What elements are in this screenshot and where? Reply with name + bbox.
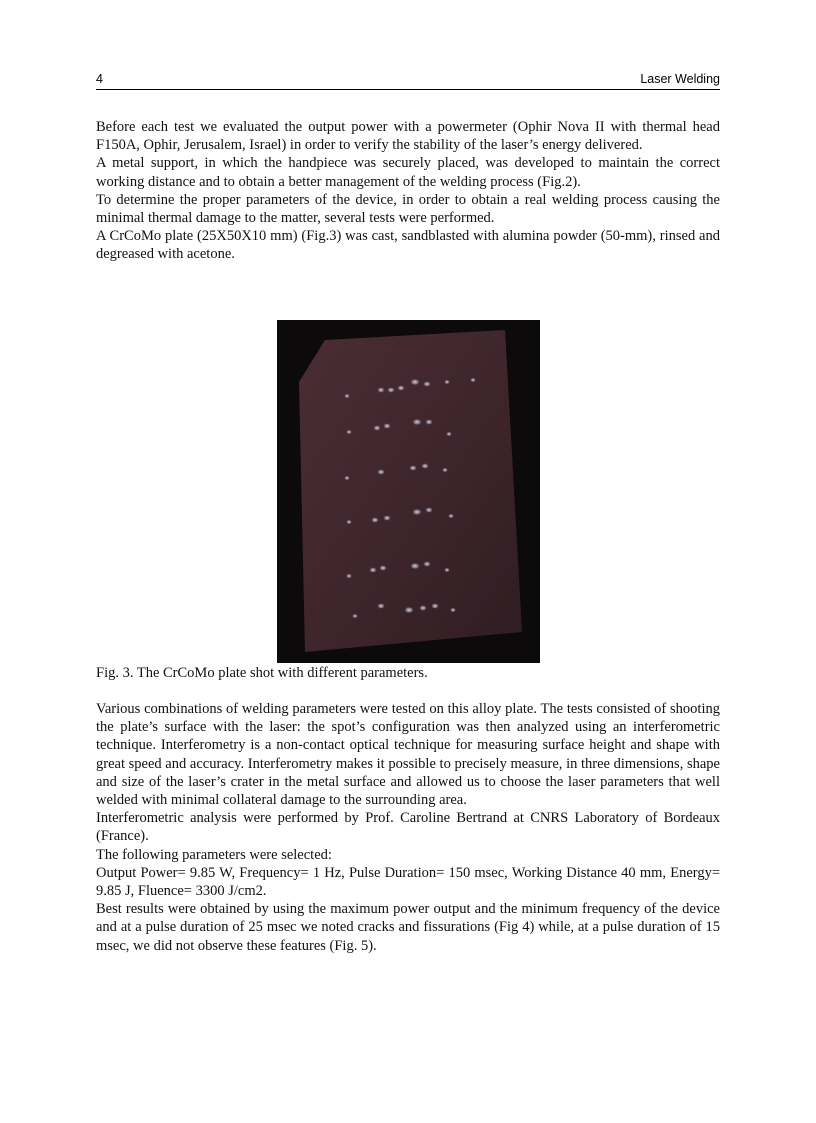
paragraph-metal-support: A metal support, in which the handpiece was securely placed, was developed to maintain the correct working distance and to obtain a better management of the welding process (Fig.2). — [96, 155, 720, 190]
paragraph-plate-preparation: A CrCoMo plate (25X50X10 mm) (Fig.3) was cast, sandblasted with alumina powder (50-mm), rinsed and degreased with acetone. — [96, 228, 720, 263]
figure-3-caption: Fig. 3. The CrCoMo plate shot with different parameters. — [96, 665, 428, 681]
figure-3-plate-photo — [277, 320, 540, 663]
running-title: Laser Welding — [640, 72, 720, 86]
paragraph-selected-parameters: Output Power= 9.85 W, Frequency= 1 Hz, Pulse Duration= 150 msec, Working Distance 40 mm, Energy= 9.85 J, Fluence= 3300 J/cm2. — [96, 864, 720, 900]
crcomo-plate — [299, 330, 522, 652]
body-text-top — [96, 118, 720, 264]
page-number: 4 — [96, 72, 103, 86]
body-text-bottom — [96, 700, 720, 955]
paragraph-best-results: Best results were obtained by using the maximum power output and the minimum frequency of the device and at a pulse duration of 25 msec we noted cracks and fissurations (Fig 4) while, at a pulse duration of 15 msec, we did not observe these features (Fig. 5). — [96, 901, 720, 954]
paragraph-tests-description: Various combinations of welding parameters were tested on this alloy plate. The tests consisted of shooting the plate’s surface with the laser: the spot’s configuration was then analyzed using an interferometric technique. Interferometry is a non-contact optical technique for measuring surface height and shape with great speed and accuracy. Interferometry makes it possible to precisely measure, in three dimensions, shape and size of the laser’s crater in the metal surface and allowed us to choose the laser parameters that well welded with minimal collateral damage to the surrounding area. — [96, 701, 720, 809]
paragraph-powermeter: Before each test we evaluated the output power with a powermeter (Ophir Nova II with thermal head F150A, Ophir, Jerusalem, Israel) in order to verify the stability of the laser’s energy delivered. — [96, 119, 720, 154]
paragraph-interferometric-analysis: Interferometric analysis were performed by Prof. Caroline Bertrand at CNRS Laboratory of Bordeaux (France). — [96, 810, 720, 845]
paragraph-selected-intro: The following parameters were selected: — [96, 846, 332, 863]
paragraph-parameters-tests: To determine the proper parameters of the device, in order to obtain a real welding process causing the minimal thermal damage to the matter, several tests were performed. — [96, 191, 720, 227]
running-header — [96, 70, 720, 90]
